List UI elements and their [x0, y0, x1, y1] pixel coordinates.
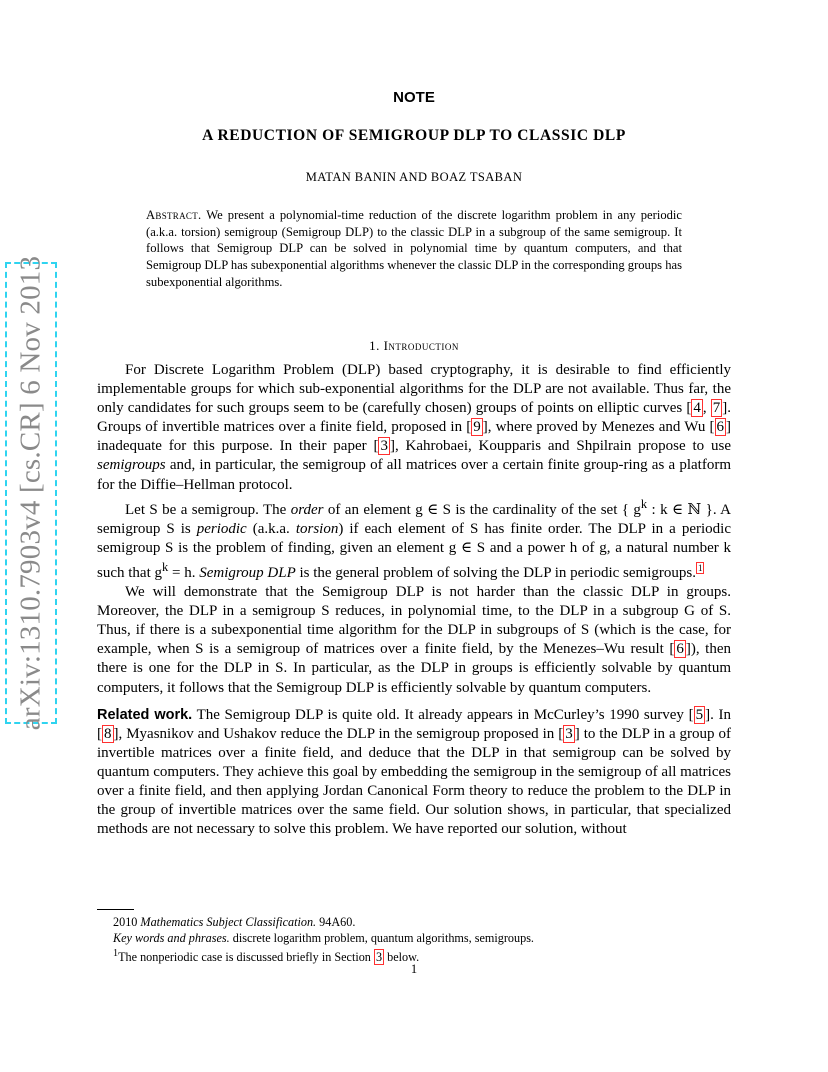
section-heading-introduction: 1. Introduction	[369, 338, 459, 353]
text: . In	[710, 706, 731, 723]
abstract-label: Abstract.	[146, 208, 202, 222]
text: ) if each element of S has finite order. The DLP in a periodic semigroup S is the problem of finding, given an element g ∈ S and a power h of g, a natural number k such that g	[97, 520, 731, 581]
body-text	[97, 361, 731, 839]
text: Let S be a semigroup. The	[125, 501, 291, 518]
footnote-mark: 1	[113, 948, 119, 959]
paper-title: A REDUCTION OF SEMIGROUP DLP TO CLASSIC DLP	[202, 127, 626, 144]
paragraph-3: We will demonstrate that the Semigroup DLP is not harder than the classic DLP in groups. Moreover, the DLP in a semigroup S reduces, in polynomial time, to the DLP in a subgroup G of S. Thus, if there is a subexponential time algorithm for the DLP in subgroups of S (which is the case, for example, when S is a semigroup of matrices over a finite field, by the Menezes–Wu result [ 6 ]), then there is one for the DLP in S. In particular, as the DLP in groups is efficiently solvable by quantum computers, it follows that the Semigroup DLP is efficiently solvable by quantum computers.	[97, 584, 731, 696]
note-heading: NOTE	[393, 89, 435, 106]
emphasis: torsion	[295, 520, 339, 537]
citation-link[interactable]: 3	[380, 438, 388, 455]
text: We will demonstrate that the Semigroup DLP is not harder than the classic DLP in groups. Moreover, the DLP in a semigroup S reduces, in polynomial time, to the DLP in a subgroup G of S. Thus, if there is a subexponential time algorithm for the DLP in subgroups of S (which is the case, for example, when S is a semigroup of matrices over a finite field, by the Menezes–Wu result	[97, 584, 731, 658]
abstract-text: We present a polynomial-time reduction of the discrete logarithm problem in any periodic (a.k.a. torsion) semigroup (Semigroup DLP) to the classic DLP in a subgroup of the same semigroup. It follows that Semigroup DLP can be solved in polynomial time by quantum computers, and that Semigroup DLP has subexponential algorithms whenever the classic DLP in the corresponding groups has subexponential algorithms.	[146, 208, 683, 289]
citation-link[interactable]: 3	[565, 725, 573, 742]
text: , Kahrobaei, Koupparis and Shpilrain propose to use	[394, 438, 731, 455]
footnote-link[interactable]: 1	[697, 562, 703, 573]
emphasis: order	[290, 501, 324, 518]
superscript: k	[162, 559, 169, 574]
emphasis: Mathematics Subject Classification.	[140, 915, 317, 929]
footnote-rule	[97, 909, 134, 910]
text: , Myasnikov and Ushakov reduce the DLP in the semigroup proposed in	[118, 725, 559, 742]
text: of an element g ∈ S is the cardinality of the set { g	[323, 501, 641, 518]
text: is the general problem of solving the DLP in periodic semigroups.	[295, 564, 696, 581]
abstract	[146, 207, 682, 291]
text: , where proved by Menezes and Wu	[487, 419, 710, 436]
keywords-footnote	[97, 930, 731, 946]
related-work-heading: Related work.	[97, 706, 193, 723]
emphasis: Semigroup DLP	[199, 564, 296, 581]
section-link[interactable]: 3	[375, 950, 383, 965]
superscript: k	[640, 496, 648, 511]
paragraph-2	[97, 495, 731, 583]
citation-link[interactable]: 6	[676, 641, 684, 658]
text: ), then there is one for the DLP in S. In particular, as the DLP in groups is efficiently solvable by quantum computers, it follows that the Semigroup DLP is efficiently solvable by quantum computers.	[97, 641, 731, 696]
emphasis: Key words and phrases.	[113, 931, 230, 945]
citation-link[interactable]: 8	[104, 725, 112, 742]
text: = h.	[168, 564, 200, 581]
text: 94A60.	[316, 915, 356, 929]
text: : k ∈ ℕ }. A semigroup S is	[97, 501, 731, 537]
text: inadequate for this purpose. In their paper	[97, 438, 374, 455]
citation-link[interactable]: 5	[695, 706, 704, 723]
text: The nonperiodic case is discussed briefly in Section	[118, 950, 374, 965]
text: below.	[384, 950, 420, 965]
citation-link[interactable]: 9	[473, 419, 481, 436]
text: discrete logarithm problem, quantum algorithms, semigroups.	[229, 931, 534, 945]
page-number: 1	[410, 962, 418, 976]
msc-footnote	[97, 914, 731, 930]
citation-link[interactable]: 7	[712, 400, 721, 417]
citation-link[interactable]: 4	[693, 400, 701, 417]
text: to the DLP in a group of invertible matrices over a finite field, and deduce that the DLP in that semigroup can be solved by quantum computers. They achieve this goal by embedding the semigroup in the semigroup of all matrices over a finite field, and then applying Jordan Canonical Form theory to reduce the problem to the DLP in the group of invertible matrices over the same field. Our solution shows, in particular, that specialized methods are not necessary to solve this problem. We have reported our solution, without	[97, 725, 731, 838]
paragraph-related-work: Related work. The Semigroup DLP is quite old. It already appears in McCurley’s 1990 survey [ 5 ]. In [ 8 ], Myasnikov and Ushakov reduce the DLP in the semigroup proposed in [ 3 ] to the DLP in a group of invertible matrices over a finite field, and deduce that the DLP in that semigroup can be solved by quantum computers. They achieve this goal by embedding the semigroup in the semigroup of all matrices over a finite field, and then applying Jordan Canonical Form theory to reduce the problem to the DLP in the group of invertible matrices over the same field. Our solution shows, in particular, that specialized methods are not necessary to solve this problem. We have reported our solution, without	[97, 706, 731, 838]
text: The Semigroup DLP is quite old. It already appears in McCurley’s 1990 survey	[192, 706, 689, 723]
text: (a.k.a.	[246, 520, 296, 537]
footnotes	[97, 909, 731, 965]
arxiv-stamp[interactable]	[5, 255, 57, 731]
paper-authors: MATAN BANIN AND BOAZ TSABAN	[305, 170, 523, 184]
text: For Discrete Logarithm Problem (DLP) based cryptography, it is desirable to find efficiently implementable groups for which sub-exponential algorithms for the DLP are not available. Thus far, the only candidates for such groups seem to be (carefully chosen) groups of points on elliptic curves	[97, 362, 731, 417]
paragraph-1: For Discrete Logarithm Problem (DLP) based cryptography, it is desirable to find efficiently implementable groups for which sub-exponential algorithms for the DLP are not available. Thus far, the only candidates for such groups seem to be (carefully chosen) groups of points on elliptic curves [ 4 , 7 ]. Groups of invertible matrices over a finite field, proposed in [ 9 ], where proved by Menezes and Wu [ 6 ] inadequate for this purpose. In their paper [ 3 ], Kahrobaei, Koupparis and Shpilrain propose to use semigroups and, in particular, the semigroup of all matrices over a certain finite group-ring as a platform for the Diffie–Hellman protocol.	[97, 362, 731, 493]
emphasis: periodic	[196, 520, 247, 537]
text: 2010	[113, 915, 141, 929]
emphasis: semigroups	[97, 457, 166, 474]
text: . Groups of invertible matrices over a finite field, proposed in	[97, 400, 731, 436]
citation-link[interactable]: 6	[716, 419, 724, 436]
text: and, in particular, the semigroup of all matrices over a certain finite group-ring as a platform for the Diffie–Hellman protocol.	[97, 457, 731, 493]
arxiv-stamp-text: arXiv:1310.7903v4 [cs.CR] 6 Nov 2013	[14, 255, 47, 731]
